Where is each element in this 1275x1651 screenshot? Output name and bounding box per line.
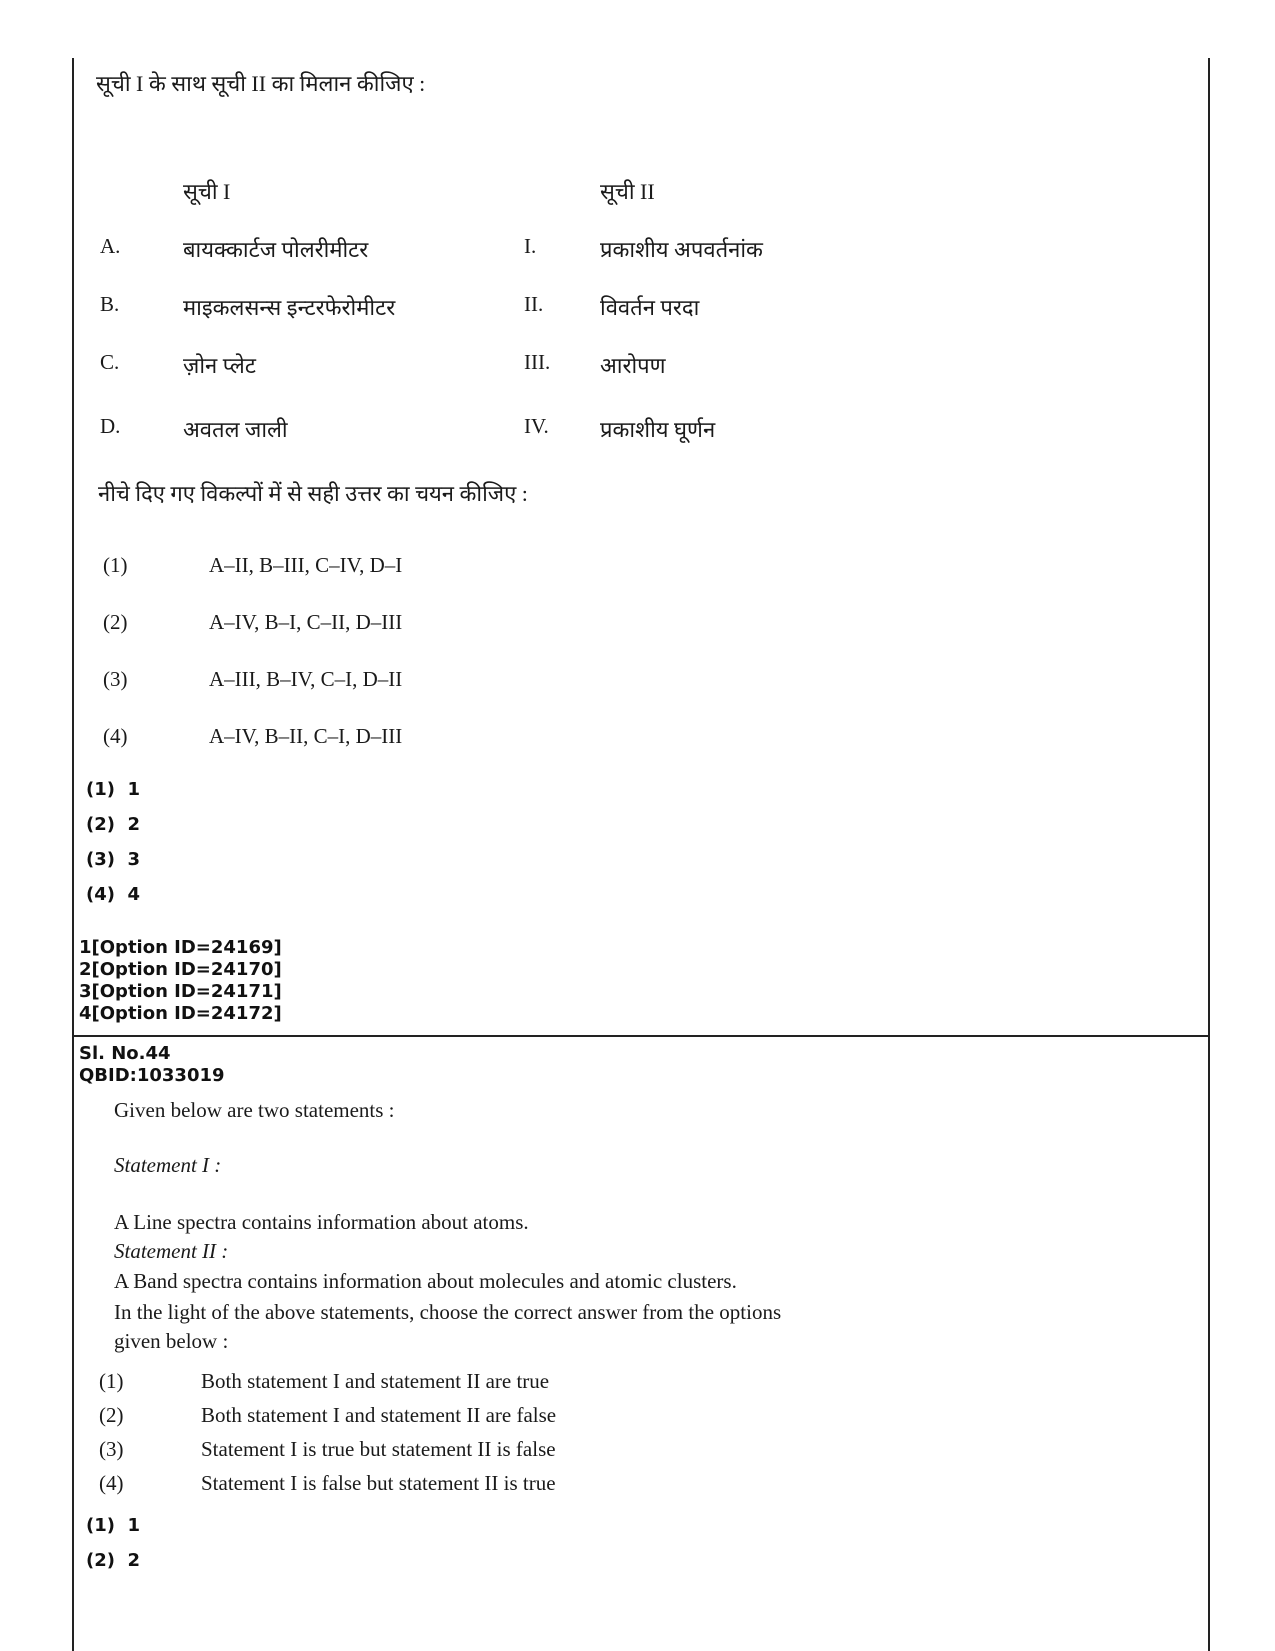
q43-option-text: A–II, B–III, C–IV, D–I — [209, 553, 403, 577]
answer-choice-number: (3) — [86, 849, 115, 870]
answer-choice-number: (4) — [86, 884, 115, 905]
row-iii-label: III. — [524, 350, 551, 374]
answer-choice[interactable] — [86, 884, 140, 905]
option-id: 4[Option ID=24172] — [79, 1003, 282, 1024]
answer-choice-number: (2) — [86, 1550, 115, 1571]
row-iv-text: प्रकाशीय घूर्णन — [600, 417, 716, 442]
list1-header: सूची I — [183, 179, 231, 204]
answer-choice-value: 1 — [127, 1515, 141, 1536]
q44-option-text: Statement I is true but statement II is false — [201, 1437, 556, 1461]
q44-option-text: Both statement I and statement II are false — [201, 1403, 557, 1427]
answer-choice[interactable] — [86, 1550, 140, 1571]
option-id: 1[Option ID=24169] — [79, 937, 282, 958]
option-id: 3[Option ID=24171] — [79, 981, 282, 1002]
q44-instruction-line1: In the light of the above statements, choose the correct answer from the options — [114, 1300, 782, 1324]
q43-option-number: (2) — [103, 610, 128, 634]
answer-choice[interactable] — [86, 849, 140, 870]
row-c-text: ज़ोन प्लेट — [183, 353, 256, 378]
row-i-label: I. — [524, 234, 537, 258]
question-divider — [72, 1035, 1210, 1037]
q43-choose-prompt: नीचे दिए गए विकल्पों में से सही उत्तर का चयन कीजिए : — [98, 481, 528, 506]
q44-option-number: (3) — [99, 1437, 124, 1461]
answer-choice-value: 2 — [127, 1550, 141, 1571]
q43-option-number: (3) — [103, 667, 128, 691]
qbid: QBID:1033019 — [79, 1065, 225, 1086]
left-border — [72, 58, 74, 1651]
row-d-label: D. — [100, 414, 121, 438]
answer-choice-number: (1) — [86, 779, 115, 800]
option-id: 2[Option ID=24170] — [79, 959, 282, 980]
row-a-text: बायक्कार्टज पोलरीमीटर — [183, 237, 369, 262]
answer-choice-number: (2) — [86, 814, 115, 835]
q43-option-text: A–III, B–IV, C–I, D–II — [209, 667, 403, 691]
row-i-text: प्रकाशीय अपवर्तनांक — [600, 237, 763, 262]
q44-option-text: Both statement I and statement II are true — [201, 1369, 550, 1393]
answer-choice[interactable] — [86, 779, 140, 800]
statement-1-label: Statement I : — [114, 1153, 222, 1177]
statement-1-text: A Line spectra contains information about atoms. — [114, 1210, 529, 1234]
list2-header: सूची II — [600, 179, 655, 204]
row-iii-text: आरोपण — [600, 353, 666, 378]
serial-number: Sl. No.44 — [79, 1043, 171, 1064]
answer-choice-value: 3 — [127, 849, 141, 870]
answer-choice-value: 2 — [127, 814, 141, 835]
row-ii-text: विवर्तन परदा — [600, 295, 700, 320]
q44-option-text: Statement I is false but statement II is true — [201, 1471, 556, 1495]
row-a-label: A. — [100, 234, 121, 258]
row-b-text: माइकलसन्स इन्टरफेरोमीटर — [183, 295, 396, 320]
row-b-label: B. — [100, 292, 120, 316]
answer-choice[interactable] — [86, 1515, 140, 1536]
q43-option-text: A–IV, B–I, C–II, D–III — [209, 610, 403, 634]
answer-choice[interactable] — [86, 814, 140, 835]
row-iv-label: IV. — [524, 414, 549, 438]
q44-intro: Given below are two statements : — [114, 1098, 395, 1122]
answer-choice-value: 4 — [127, 884, 141, 905]
q43-option-number: (1) — [103, 553, 128, 577]
q44-option-number: (2) — [99, 1403, 124, 1427]
right-border — [1208, 58, 1210, 1651]
statement-2-text: A Band spectra contains information about molecules and atomic clusters. — [114, 1269, 737, 1293]
q43-option-number: (4) — [103, 724, 128, 748]
statement-2-label: Statement II : — [114, 1239, 229, 1263]
q43-instruction: सूची I के साथ सूची II का मिलान कीजिए : — [96, 71, 426, 96]
row-d-text: अवतल जाली — [183, 417, 288, 442]
q43-option-text: A–IV, B–II, C–I, D–III — [209, 724, 403, 748]
row-ii-label: II. — [524, 292, 544, 316]
q44-instruction-line2: given below : — [114, 1329, 229, 1353]
q44-option-number: (1) — [99, 1369, 124, 1393]
q44-option-number: (4) — [99, 1471, 124, 1495]
answer-choice-number: (1) — [86, 1515, 115, 1536]
answer-choice-value: 1 — [127, 779, 141, 800]
row-c-label: C. — [100, 350, 120, 374]
